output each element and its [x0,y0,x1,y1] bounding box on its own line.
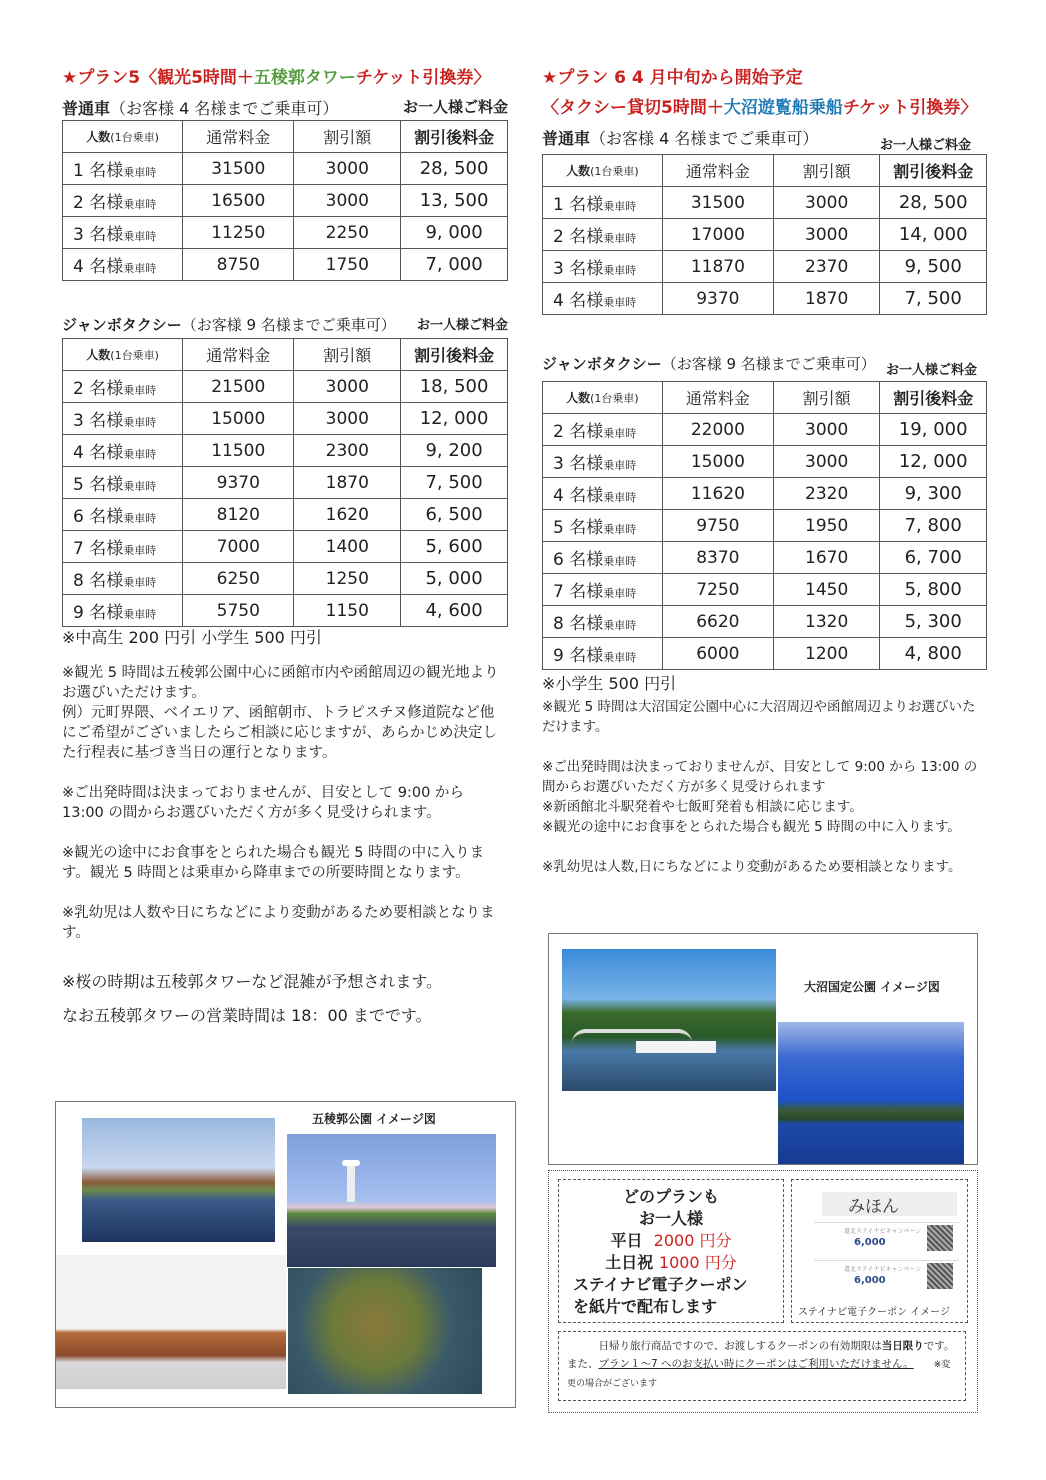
table-row [543,510,987,542]
onuma-mountain-photo [778,1022,964,1164]
table-header-row [63,339,508,371]
regular-fare-cell: 6250 [183,563,294,595]
table-row [63,435,508,467]
goryokaku-caption: 五稜郭公園 イメージ図 [312,1112,436,1126]
people-cell: 1 名様乗車時 [543,187,663,219]
regular-fare-cell: 11870 [662,251,773,283]
final-fare-cell: 9, 200 [401,435,508,467]
table-row [543,283,987,315]
discount-cell: 1450 [773,574,880,606]
regular-fare-cell: 7000 [183,531,294,563]
header-people: 人数(1台乗車) [543,382,663,414]
plan5-jumbo-table [62,338,508,627]
people-cell: 6 名様乗車時 [543,542,663,574]
regular-fare-cell: 11250 [183,217,294,249]
sample-coupon-2: 道北ステイナビキャンペーン 6,000 [814,1260,959,1293]
header-people: 人数(1台乗車) [63,339,183,371]
plan5-note-1: ※観光 5 時間は五稜郭公園中心に函館市内や函館周辺の観光地よりお選びいただけます。 [62,665,499,701]
regular-fare-cell: 22000 [662,414,773,446]
discount-cell: 1250 [294,563,401,595]
final-fare-cell: 7, 500 [880,283,987,315]
people-cell: 9 名様乗車時 [543,638,663,670]
final-fare-cell: 19, 000 [880,414,987,446]
table-row [63,153,508,185]
table-row [543,574,987,606]
regular-fare-cell: 16500 [183,185,294,217]
discount-cell: 1950 [773,510,880,542]
table-header-row [543,382,987,414]
tower-shape [347,1162,355,1202]
coupon-line2: お一人様 [638,1209,703,1228]
coupon-notice-box [558,1331,966,1401]
header-people: 人数(1台乗車) [543,155,663,187]
people-cell: 8 名様乗車時 [543,606,663,638]
plan6-note-4: ※観光の途中にお食事をとられた場合も観光 5 時間の中に入ります。 [542,819,961,835]
table-row [543,414,987,446]
regular-fare-cell: 31500 [662,187,773,219]
table-header-row [543,155,987,187]
plan6-discount-note: ※小学生 500 円引 [542,674,677,693]
plan6-note-5: ※乳幼児は人数,日にちなどにより変動があるため要相談となります。 [542,859,962,875]
discount-cell: 2250 [294,217,401,249]
final-fare-cell: 7, 500 [401,467,508,499]
table-row [63,467,508,499]
discount-cell: 2300 [294,435,401,467]
regular-fare-cell: 31500 [183,153,294,185]
goryokaku-image-box [55,1101,516,1408]
people-cell: 4 名様乗車時 [543,283,663,315]
table-row [543,251,987,283]
discount-cell: 1620 [294,499,401,531]
regular-fare-cell: 5750 [183,595,294,627]
header-regular-fare: 通常料金 [662,382,773,414]
final-fare-cell: 13, 500 [401,185,508,217]
people-cell: 3 名様乗車時 [63,217,183,249]
final-fare-cell: 5, 800 [880,574,987,606]
qr-code-icon [927,1263,953,1289]
discount-cell: 3000 [294,153,401,185]
regular-fare-cell: 15000 [662,446,773,478]
regular-fare-cell: 9370 [662,283,773,315]
discount-cell: 3000 [773,446,880,478]
header-discount: 割引額 [773,155,880,187]
table-row [543,446,987,478]
coupon-notice: 日帰り旅行商品ですので、お渡しするクーポンの有効期限は当日限りです。また、プラン１～7 へのお支払い時にクーポンはご利用いただけません。 ※変更の場合がございます [567,1340,955,1389]
header-final-fare: 割引後料金 [880,155,987,187]
final-fare-cell: 12, 000 [880,446,987,478]
discount-cell: 3000 [773,414,880,446]
discount-cell: 3000 [294,403,401,435]
final-fare-cell: 7, 800 [880,510,987,542]
final-fare-cell: 18, 500 [401,371,508,403]
final-fare-cell: 7, 000 [401,249,508,281]
table-row [63,403,508,435]
discount-cell: 1870 [773,283,880,315]
table-row [63,185,508,217]
regular-fare-cell: 6620 [662,606,773,638]
people-cell: 2 名様乗車時 [63,185,183,217]
people-cell: 9 名様乗車時 [63,595,183,627]
table-header-row [63,121,508,153]
plan5-jumbo-heading: ジャンボタクシー（お客様 9 名様までご乗車可） お一人様ご料金 [62,316,508,334]
people-cell: 4 名様乗車時 [63,435,183,467]
discount-cell: 3000 [773,219,880,251]
plan5-note-4: ※観光の途中にお食事をとられた場合も観光 5 時間の中に入ります。観光 5 時間とは乗車から降車までの所要時間となります。 [62,845,485,881]
discount-cell: 1400 [294,531,401,563]
coupon-line6: を紙片で配布します [573,1297,718,1316]
header-regular-fare: 通常料金 [183,121,294,153]
header-final-fare: 割引後料金 [401,339,508,371]
header-discount: 割引額 [294,339,401,371]
regular-fare-cell: 9370 [183,467,294,499]
plan6-jumbo-heading: ジャンボタクシー（お客様 9 名様までご乗車可） お一人様ご料金 [542,355,977,378]
table-row [543,187,987,219]
coupon-sample-box [791,1179,968,1323]
table-row [63,371,508,403]
discount-cell: 1750 [294,249,401,281]
plan6-note-1: ※観光 5 時間は大沼国定公園中心に大沼周辺や函館周辺よりお選びいただけます。 [542,699,976,735]
plan6-title-line1: ★プラン 6 4 月中旬から開始予定 [542,68,803,88]
final-fare-cell: 6, 700 [880,542,987,574]
coupon-line1: どのプランも [622,1187,719,1206]
header-final-fare: 割引後料金 [401,121,508,153]
regular-fare-cell: 8370 [662,542,773,574]
people-cell: 6 名様乗車時 [63,499,183,531]
discount-cell: 1150 [294,595,401,627]
discount-cell: 3000 [294,185,401,217]
table-row [63,499,508,531]
table-row [543,219,987,251]
sample-caption: ステイナビ電子クーポン イメージ [798,1307,950,1318]
coupon-line5: ステイナビ電子クーポン [573,1275,748,1294]
header-discount: 割引額 [773,382,880,414]
regular-fare-cell: 17000 [662,219,773,251]
people-cell: 2 名様乗車時 [63,371,183,403]
plan5-note-2: 例）元町界隈、ベイエリア、函館朝市、トラピスチヌ修道院など他にご希望がございましたらご相談に応じますが、あらかじめ決定した行程表に基づき当日の運行となります。 [62,705,497,761]
regular-fare-cell: 15000 [183,403,294,435]
goryokaku-aerial-photo [288,1268,482,1394]
final-fare-cell: 6, 500 [401,499,508,531]
plan6-standard-heading: 普通車（お客様 4 名様までご乗車可） お一人様ご料金 [542,129,971,153]
header-final-fare: 割引後料金 [880,382,987,414]
table-row [543,478,987,510]
discount-cell: 2320 [773,478,880,510]
final-fare-cell: 9, 000 [401,217,508,249]
people-cell: 7 名様乗車時 [63,531,183,563]
discount-cell: 3000 [773,187,880,219]
regular-fare-cell: 8750 [183,249,294,281]
plan5-title: ★プラン5〈観光5時間＋五稜郭タワーチケット引換券〉 [62,68,491,88]
plan6-note-2: ※ご出発時間は決まっておりませんが、目安として 9:00 から 13:00 の間からお選びいただく方が多く見受けられます [542,759,978,795]
people-cell: 2 名様乗車時 [543,219,663,251]
final-fare-cell: 14, 000 [880,219,987,251]
magistrate-office-photo [56,1255,286,1389]
table-row [543,638,987,670]
plan5-standard-heading: 普通車（お客様 4 名様までご乗車可） お一人様ご料金 [62,98,508,118]
discount-cell: 1870 [294,467,401,499]
sample-coupon-1: 道北ステイナビキャンペーン 6,000 [814,1222,959,1255]
table-row [63,249,508,281]
table-row [63,531,508,563]
plan5-section [62,66,508,1027]
people-cell: 7 名様乗車時 [543,574,663,606]
coupon-offer-box [558,1179,784,1323]
final-fare-cell: 28, 500 [880,187,987,219]
regular-fare-cell: 6000 [662,638,773,670]
onuma-boat-photo [562,949,776,1091]
header-people: 人数(1台乗車) [63,121,183,153]
plan5-note-3: ※ご出発時間は決まっておりませんが、目安として 9:00 から 13:00 の間からお選びいただく方が多く見受けられます。 [62,785,464,821]
plan5-note-5: ※乳幼児は人数や日にちなどにより変動があるため要相談となります。 [62,905,495,941]
plan6-section [542,66,987,877]
coupon-holiday: 土日祝 1000 円分 [605,1253,737,1272]
coupon-weekday: 平日 2000 円分 [610,1231,732,1250]
people-cell: 4 名様乗車時 [63,249,183,281]
people-cell: 4 名様乗車時 [543,478,663,510]
discount-cell: 2370 [773,251,880,283]
final-fare-cell: 5, 600 [401,531,508,563]
people-cell: 5 名様乗車時 [543,510,663,542]
qr-code-icon [927,1225,953,1251]
onuma-image-box [548,933,978,1165]
plan6-title-line2: 〈タクシー貸切5時間＋大沼遊覧船乗船チケット引換券〉 [542,98,978,118]
table-row [63,217,508,249]
final-fare-cell: 5, 000 [401,563,508,595]
discount-cell: 3000 [294,371,401,403]
plan6-note-3: ※新函館北斗駅発着や七飯町発着も相談に応じます。 [542,799,863,815]
final-fare-cell: 4, 600 [401,595,508,627]
people-cell: 3 名様乗車時 [63,403,183,435]
discount-cell: 1200 [773,638,880,670]
boat-shape [636,1041,716,1053]
table-row [63,595,508,627]
discount-cell: 1320 [773,606,880,638]
tower-top-shape [342,1160,360,1166]
sample-watermark: みほん [848,1197,899,1217]
plan6-standard-table [542,154,987,315]
plan5-sakura-note: ※桜の時期は五稜郭タワーなど混雑が予想されます。 [62,972,443,991]
final-fare-cell: 9, 300 [880,478,987,510]
plan5-discount-note: ※中高生 200 円引 小学生 500 円引 [62,628,322,647]
final-fare-cell: 4, 800 [880,638,987,670]
people-cell: 1 名様乗車時 [63,153,183,185]
regular-fare-cell: 11500 [183,435,294,467]
people-cell: 3 名様乗車時 [543,251,663,283]
header-discount: 割引額 [294,121,401,153]
people-cell: 8 名様乗車時 [63,563,183,595]
final-fare-cell: 9, 500 [880,251,987,283]
header-regular-fare: 通常料金 [183,339,294,371]
regular-fare-cell: 21500 [183,371,294,403]
table-row [543,606,987,638]
table-row [543,542,987,574]
regular-fare-cell: 9750 [662,510,773,542]
regular-fare-cell: 8120 [183,499,294,531]
table-row [63,563,508,595]
discount-cell: 1670 [773,542,880,574]
final-fare-cell: 5, 300 [880,606,987,638]
plan5-hours-note: なお五稜郭タワーの営業時間は 18：00 までです。 [62,1006,432,1025]
final-fare-cell: 28, 500 [401,153,508,185]
plan5-standard-table [62,120,508,281]
header-regular-fare: 通常料金 [662,155,773,187]
regular-fare-cell: 11620 [662,478,773,510]
people-cell: 2 名様乗車時 [543,414,663,446]
regular-fare-cell: 7250 [662,574,773,606]
people-cell: 3 名様乗車時 [543,446,663,478]
final-fare-cell: 12, 000 [401,403,508,435]
goryokaku-moat-photo [82,1118,275,1242]
onuma-caption: 大沼国定公園 イメージ図 [804,980,940,994]
people-cell: 5 名様乗車時 [63,467,183,499]
goryokaku-tower-photo [287,1134,496,1267]
plan6-jumbo-table [542,381,987,670]
